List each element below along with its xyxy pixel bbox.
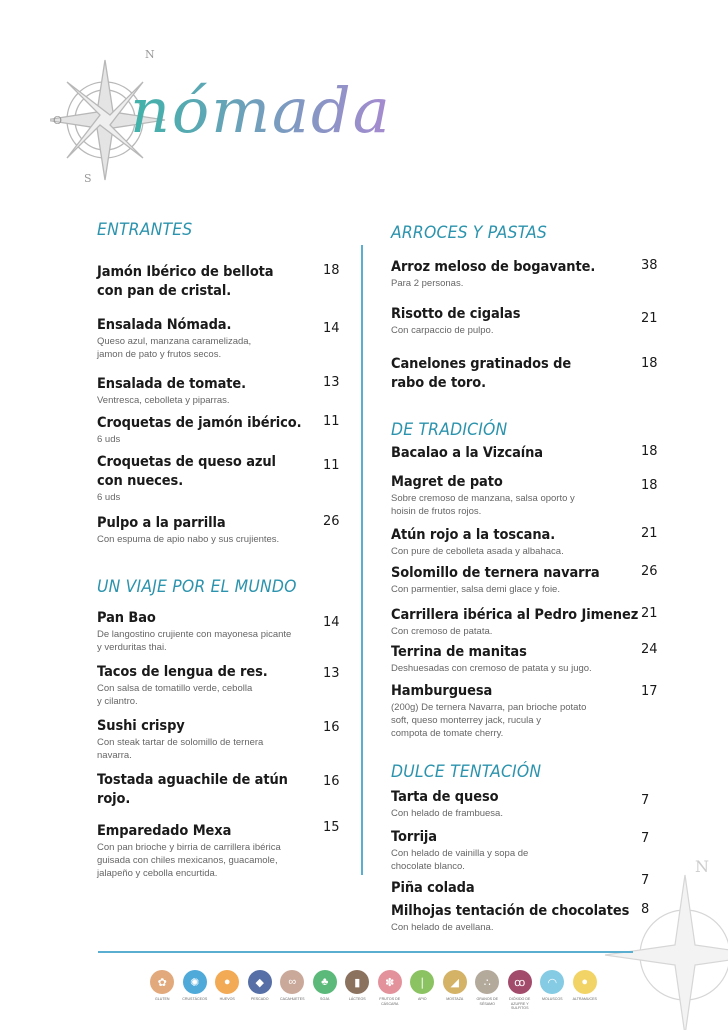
menu-item-price: 17 <box>641 684 658 699</box>
menu-item-name: Solomillo de ternera navarra <box>391 565 600 581</box>
menu-item-price: 21 <box>641 526 658 541</box>
sesame-icon: ∴ <box>475 970 499 994</box>
section-heading-de-tradicion: DE TRADICIÓN <box>391 420 508 440</box>
menu-item-name: Tostada aguachile de atún rojo. <box>97 772 288 807</box>
menu-item-description: De langostino crujiente con mayonesa picante y verduritas thai. <box>97 629 292 653</box>
menu-item <box>391 788 507 820</box>
menu-item-price: 18 <box>641 478 658 493</box>
soy-icon: ♣ <box>313 970 337 994</box>
svg-text:O: O <box>53 114 63 127</box>
allergen-dioxido-de-azufre-y-sulfitos <box>504 970 537 1011</box>
shell-icon: ◠ <box>540 970 564 994</box>
menu-item <box>391 526 567 558</box>
menu-item-name: Hamburguesa <box>391 683 493 699</box>
allergen-label: MOLUSCOS <box>541 997 563 1001</box>
menu-item-name: Emparedado Mexa <box>97 823 232 839</box>
menu-item-name: Arroz meloso de bogavante. <box>391 259 596 275</box>
menu-item-description: Con pure de cebolleta asada y albahaca. <box>391 546 564 557</box>
menu-item <box>391 902 650 934</box>
celery-icon: ❘ <box>410 970 434 994</box>
allergen-legend <box>146 970 601 1011</box>
menu-item-name: Bacalao a la Vizcaína <box>391 445 544 461</box>
section-heading-entrantes: ENTRANTES <box>97 220 193 240</box>
section-heading-arroces-y-pastas: ARROCES Y PASTAS <box>391 223 547 243</box>
menu-item-price: 14 <box>323 321 340 336</box>
allergen-frutos-de-cascara <box>374 970 407 1011</box>
menu-item-name: Tarta de queso <box>391 789 499 805</box>
menu-item-name: Ensalada Nómada. <box>97 317 232 333</box>
menu-item-description: 6 uds <box>97 434 121 445</box>
menu-item-name: Croquetas de queso azul con nueces. <box>97 454 276 489</box>
menu-item-name: Sushi crispy <box>97 718 185 734</box>
allergen-label: CACAHUETES <box>279 997 305 1001</box>
menu-item-price: 16 <box>323 720 340 735</box>
allergen-cacahuetes <box>276 970 309 1011</box>
allergen-label: DIÓXIDO DE AZUFRE Y SULFITOS <box>509 997 531 1010</box>
allergen-gluten <box>146 970 179 1011</box>
menu-item-description: Ventresca, cebolleta y piparras. <box>97 395 230 406</box>
menu-item-name: Piña colada <box>391 880 475 896</box>
allergen-label: CRUSTÁCEOS <box>182 997 208 1001</box>
milk-icon: ▮ <box>345 970 369 994</box>
menu-item-price: 16 <box>323 774 340 789</box>
menu-item <box>391 258 611 290</box>
menu-item-name: Magret de pato <box>391 474 503 490</box>
menu-item-name: Torrija <box>391 829 438 845</box>
allergen-lacteos <box>341 970 374 1011</box>
allergen-altramuces <box>569 970 602 1011</box>
menu-item <box>391 682 586 740</box>
logo <box>50 40 480 190</box>
menu-item-price: 8 <box>641 902 650 917</box>
menu-item-price: 26 <box>323 514 340 529</box>
svg-text:S: S <box>84 172 92 185</box>
menu-item-price: 11 <box>323 458 340 473</box>
menu-item-name: Ensalada de tomate. <box>97 376 247 392</box>
menu-item-name: Jamón Ibérico de bellota con pan de cristal. <box>97 264 274 299</box>
allergen-apio <box>406 970 439 1011</box>
section-heading-dulce-tentacion: DULCE TENTACIÓN <box>391 762 542 782</box>
allergen-pescado <box>244 970 277 1011</box>
menu-item-price: 13 <box>323 666 340 681</box>
fish-icon: ◆ <box>248 970 272 994</box>
allergen-label: PESCADO <box>250 997 269 1001</box>
menu-item-name: Pulpo a la parrilla <box>97 515 226 531</box>
menu-item-price: 7 <box>641 831 650 846</box>
crab-icon: ✺ <box>183 970 207 994</box>
menu-item-price: 26 <box>641 564 658 579</box>
menu-item-description: Con helado de frambuesa. <box>391 808 503 819</box>
menu-item-description: 6 uds <box>97 492 121 503</box>
menu-item-price: 21 <box>641 311 658 326</box>
menu-item <box>97 414 317 446</box>
wheat-icon: ✿ <box>150 970 174 994</box>
menu-item-description: Con espuma de apio nabo y sus crujientes. <box>97 534 280 545</box>
menu-item <box>391 473 575 518</box>
allergen-label: GLUTEN <box>154 997 170 1001</box>
menu-item <box>391 444 554 463</box>
menu-item-price: 7 <box>641 873 650 888</box>
menu-item <box>391 643 592 675</box>
sulphite-icon: ꝏ <box>508 970 532 994</box>
menu-item <box>97 316 251 361</box>
column-divider <box>361 245 363 875</box>
menu-item <box>97 263 287 301</box>
menu-item-description: Deshuesadas con cremoso de patata y su jugo. <box>391 663 592 674</box>
lupin-icon: ● <box>573 970 597 994</box>
menu-item-name: Croquetas de jamón ibérico. <box>97 415 302 431</box>
menu-item <box>391 355 585 393</box>
menu-item-price: 18 <box>641 444 658 459</box>
menu-item-price: 21 <box>641 606 658 621</box>
menu-item <box>97 514 279 546</box>
menu-item <box>391 879 481 898</box>
compass-watermark-icon <box>600 850 728 1030</box>
menu-item-name: Canelones gratinados de rabo de toro. <box>391 356 572 391</box>
menu-item-description: Sobre cremoso de manzana, salsa oporto y hoisin de frutos rojos. <box>391 493 575 517</box>
nut-icon: ✽ <box>378 970 402 994</box>
menu-item <box>97 771 302 809</box>
bottom-rule <box>98 951 633 953</box>
menu-item-description: Con salsa de tomatillo verde, cebolla y cilantro. <box>97 683 253 707</box>
menu-item-description: Con helado de avellana. <box>391 922 494 933</box>
menu-item-price: 11 <box>323 414 340 429</box>
allergen-label: GRANOS DE SÉSAMO <box>476 997 499 1006</box>
menu-item <box>97 663 280 708</box>
menu-item <box>97 375 257 407</box>
menu-item <box>97 822 281 880</box>
svg-text:N: N <box>145 48 155 61</box>
menu-item-name: Atún rojo a la toscana. <box>391 527 556 543</box>
mustard-icon: ◢ <box>443 970 467 994</box>
menu-item-price: 7 <box>641 793 650 808</box>
svg-text:N: N <box>695 857 709 876</box>
menu-item-description: Con parmentier, salsa demi glace y foie. <box>391 584 560 595</box>
menu-item-price: 13 <box>323 375 340 390</box>
allergen-label: HUEVOS <box>219 997 235 1001</box>
menu-item-description: Con helado de vainilla y sopa de chocolate blanco. <box>391 848 529 872</box>
allergen-crustaceos <box>179 970 212 1011</box>
menu-item-name: Terrina de manitas <box>391 644 527 660</box>
menu-item-description: Con steak tartar de solomillo de ternera navarra. <box>97 737 264 761</box>
menu-item <box>97 717 263 762</box>
menu-item <box>391 564 615 596</box>
allergen-mostaza <box>439 970 472 1011</box>
logo-text: nómada <box>130 74 392 147</box>
menu-item-name: Tacos de lengua de res. <box>97 664 268 680</box>
allergen-moluscos <box>536 970 569 1011</box>
menu-item-price: 15 <box>323 820 340 835</box>
menu-item-price: 24 <box>641 642 658 657</box>
allergen-soja <box>309 970 342 1011</box>
menu-item-description: (200g) De ternera Navarra, pan brioche potato soft, queso monterrey jack, rucula y compota de tomate cherry. <box>391 702 587 739</box>
menu-item-name: Risotto de cigalas <box>391 306 521 322</box>
allergen-label: ALTRAMUCES <box>572 997 597 1001</box>
allergen-label: SOJA <box>320 997 330 1001</box>
menu-item <box>391 606 657 638</box>
menu-item-description: Queso azul, manzana caramelizada, jamon de pato y frutos secos. <box>97 336 252 360</box>
egg-icon: ● <box>215 970 239 994</box>
menu-item <box>97 609 291 654</box>
menu-item-description: Con cremoso de patata. <box>391 626 493 637</box>
menu-item-price: 18 <box>641 356 658 371</box>
allergen-label: APIO <box>417 997 427 1001</box>
section-heading-un-viaje-por-el-mundo: UN VIAJE POR EL MUNDO <box>97 577 297 597</box>
menu-item <box>97 453 289 504</box>
allergen-label: LÁCTEOS <box>348 997 366 1001</box>
compass-rose-icon <box>50 40 480 190</box>
allergen-granos-de-sesamo <box>471 970 504 1011</box>
menu-item <box>391 828 528 873</box>
menu-item-name: Milhojas tentación de chocolates <box>391 903 630 919</box>
menu-item-price: 14 <box>323 615 340 630</box>
allergen-huevos <box>211 970 244 1011</box>
allergen-label: MOSTAZA <box>446 997 464 1001</box>
menu-item <box>391 305 530 337</box>
menu-item-price: 38 <box>641 258 658 273</box>
menu-item-price: 18 <box>323 263 340 278</box>
peanut-icon: ∞ <box>280 970 304 994</box>
menu-item-description: Con carpaccio de pulpo. <box>391 325 494 336</box>
menu-item-description: Con pan brioche y birria de carrillera ibérica guisada con chiles mexicanos, guacamole, jalapeño y cebolla encurtida. <box>97 842 281 879</box>
allergen-label: FRUTOS DE CÁSCARA <box>379 997 401 1006</box>
menu-item-name: Carrillera ibérica al Pedro Jimenez <box>391 607 639 623</box>
menu-item-description: Para 2 personas. <box>391 278 464 289</box>
menu-item-name: Pan Bao <box>97 610 156 626</box>
